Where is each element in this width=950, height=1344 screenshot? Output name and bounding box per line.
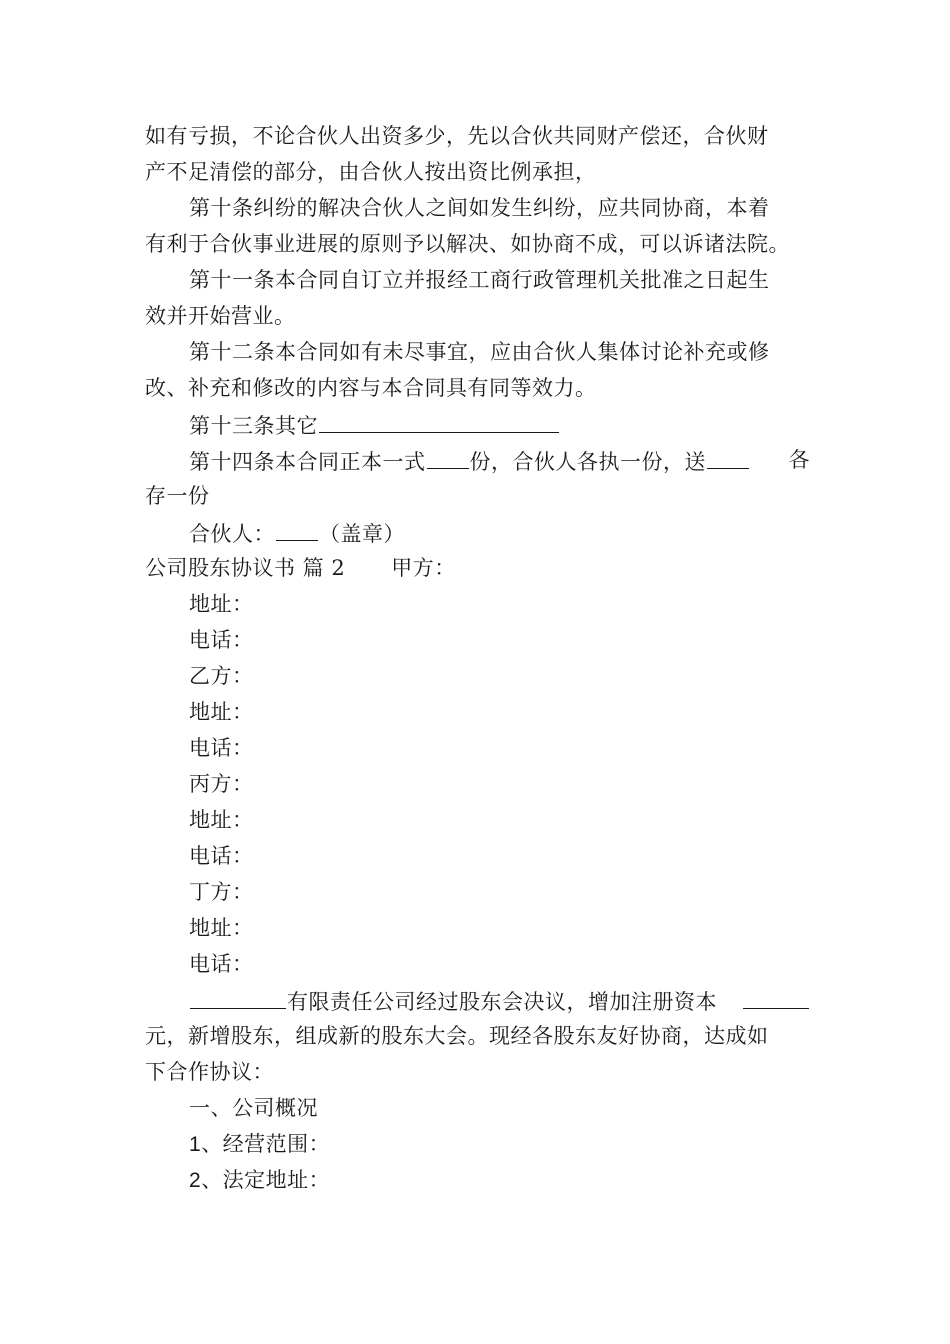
party-a-label: 甲方： <box>391 556 456 580</box>
article-13 <box>145 406 810 442</box>
heading-company-overview: 一、公司概况 <box>189 1096 318 1120</box>
address-b: 地址： <box>189 700 254 724</box>
article-14-line-1 <box>145 442 810 478</box>
party-c-label: 丙方： <box>189 772 254 796</box>
party-d-label: 丁方： <box>189 880 254 904</box>
copies-blank <box>427 442 469 469</box>
address-c: 地址： <box>189 808 254 832</box>
item-business-scope <box>145 1126 810 1162</box>
capital-line-2: 元，新增股东，组成新的股东大会。现经各股东友好协商，达成如 <box>145 1024 769 1048</box>
document-page <box>145 118 810 1198</box>
article-12-line-2: 改、补充和修改的内容与本合同具有同等效力。 <box>145 376 597 400</box>
phone-c: 电话： <box>189 844 254 868</box>
article-13-text: 第十三条其它 <box>189 414 318 438</box>
item-2-number: 2 <box>189 1169 202 1192</box>
section-title-line <box>145 550 810 586</box>
partner-signature-line <box>145 514 810 550</box>
partner-blank <box>276 514 318 541</box>
company-name-blank <box>190 982 286 1009</box>
item-legal-address <box>145 1162 810 1198</box>
paragraph-loss-line-1: 如有亏损，不论合伙人出资多少，先以合伙共同财产偿还，合伙财 <box>145 124 769 148</box>
article-10-line-1: 第十条纠纷的解决合伙人之间如发生纠纷，应共同协商，本着 <box>189 196 770 220</box>
partner-seal: （盖章） <box>319 522 405 546</box>
article-11-line-1: 第十一条本合同自订立并报经工商行政管理机关批准之日起生 <box>189 268 770 292</box>
article-12-line-1: 第十二条本合同如有未尽事宜，应由合伙人集体讨论补充或修 <box>189 340 770 364</box>
capital-line-3: 下合作协议： <box>145 1060 274 1084</box>
item-1-number: 1 <box>189 1133 202 1156</box>
capital-text: 有限责任公司经过股东会决议，增加注册资本 <box>287 990 717 1014</box>
item-1-text: 、经营范围： <box>201 1132 331 1156</box>
section-title: 公司股东协议书 篇 2 <box>145 556 346 580</box>
article-14-part-3: 各 <box>788 448 810 472</box>
partner-label: 合伙人： <box>189 522 275 546</box>
paragraph-loss-line-2: 产不足清偿的部分，由合伙人按出资比例承担， <box>145 160 597 184</box>
article-14-line-2: 存一份 <box>145 484 210 508</box>
article-14-part-1: 第十四条本合同正本一式 份，合伙人各执一份，送 <box>189 442 750 478</box>
capital-amount-blank <box>743 982 809 1009</box>
article-11-line-2: 效并开始营业。 <box>145 304 296 328</box>
address-d: 地址： <box>189 916 254 940</box>
phone-d: 电话： <box>189 952 254 976</box>
article-13-blank <box>319 406 559 433</box>
phone-a: 电话： <box>189 628 254 652</box>
item-2-text: 、法定地址： <box>201 1168 331 1192</box>
article-10-line-2: 有利于合伙事业进展的原则予以解决、如协商不成，可以诉诸法院。 <box>145 232 790 256</box>
address-a: 地址： <box>189 592 254 616</box>
phone-b: 电话： <box>189 736 254 760</box>
capital-line-1 <box>145 982 810 1018</box>
recipient-blank <box>707 442 749 469</box>
party-b-label: 乙方： <box>189 664 254 688</box>
